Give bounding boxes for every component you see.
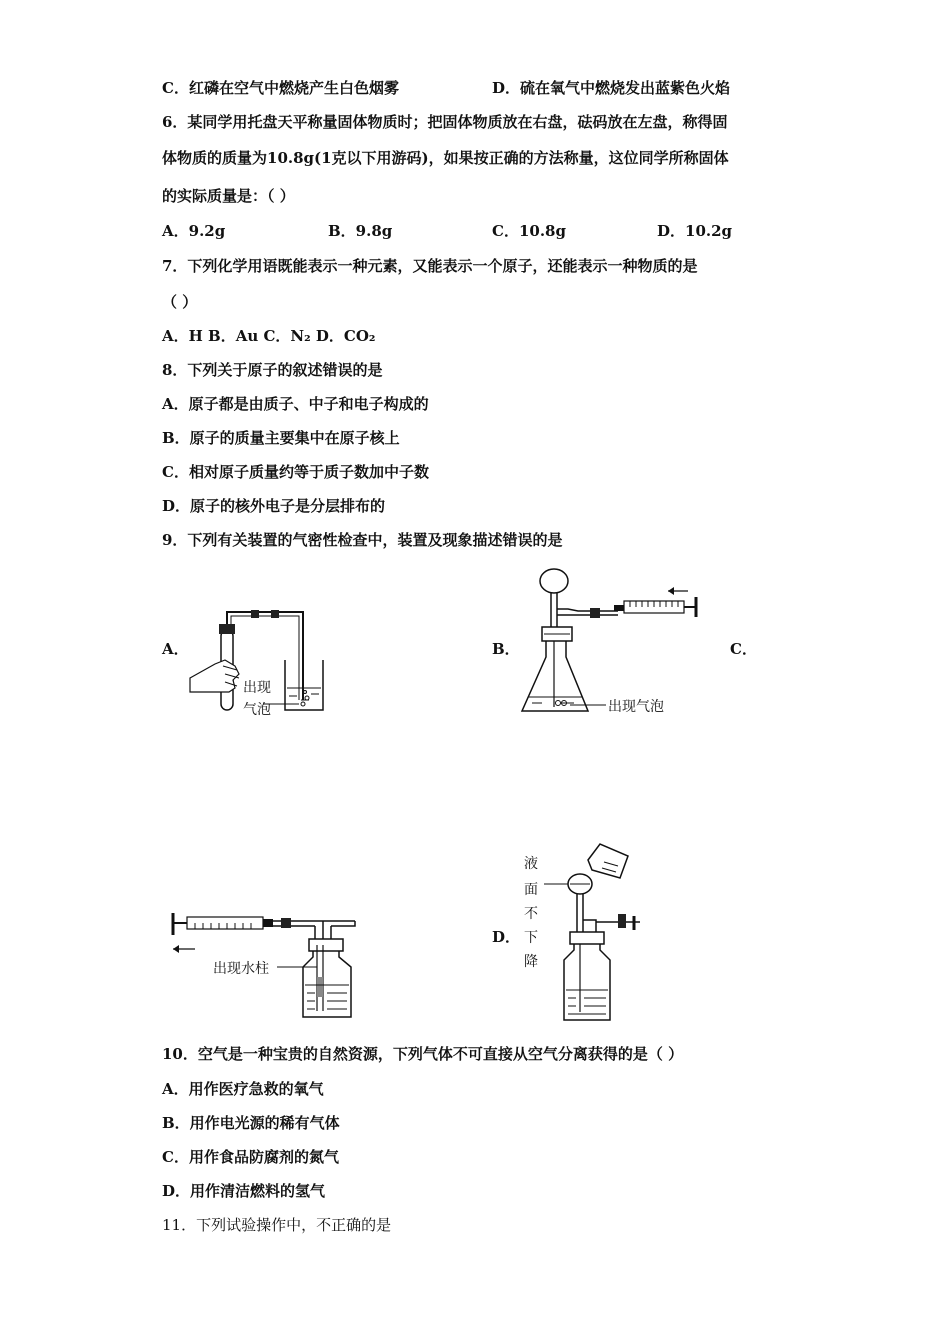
q9-label-d: D．: [492, 928, 521, 946]
q8-stem: 8．下列关于原子的叙述错误的是: [162, 361, 383, 379]
q6-option-c: C．10.8g: [492, 222, 566, 240]
q8-option-a: A．原子都是由质子、中子和电子构成的: [162, 395, 429, 413]
q9-label-b: B．: [492, 640, 520, 658]
q6-option-b: B．9.8g: [328, 222, 393, 240]
q7-stem-line2: （ ）: [162, 293, 198, 311]
q6-option-a: A．9.2g: [162, 222, 226, 240]
figure-d-text-5: 降: [524, 954, 538, 970]
q6-option-d: D．10.2g: [657, 222, 733, 240]
figure-a-text2: 气泡: [243, 702, 271, 718]
figure-c-text: 出现水柱: [213, 961, 269, 977]
q9-label-c: C．: [730, 640, 757, 658]
q5-option-d: D．硫在氧气中燃烧发出蓝紫色火焰: [492, 79, 731, 97]
figure-a-text1: 出现: [243, 680, 271, 696]
q10-option-c: C．用作食品防腐剂的氮气: [162, 1148, 339, 1166]
q9-label-a: A．: [162, 640, 189, 658]
figure-c-apparatus: [165, 905, 365, 1025]
q10-option-b: B．用作电光源的稀有气体: [162, 1114, 340, 1132]
figure-d-text-3: 不: [524, 906, 538, 922]
figure-d-apparatus: [520, 840, 650, 1030]
figure-b-apparatus: [518, 565, 718, 725]
figure-b-text: 出现气泡: [608, 699, 664, 715]
q8-option-c: C．相对原子质量约等于质子数加中子数: [162, 463, 429, 481]
figure-a-apparatus: [185, 600, 330, 720]
q7-stem-line1: 7．下列化学用语既能表示一种元素，又能表示一个原子，还能表示一种物质的是: [162, 257, 698, 275]
figure-d-text-4: 下: [524, 930, 538, 946]
figure-d-text-2: 面: [524, 882, 538, 898]
q5-option-c: C．红磷在空气中燃烧产生白色烟雾: [162, 79, 399, 97]
q6-stem-line2: 体物质的质量为10.8g(1克以下用游码)，如果按正确的方法称量，这位同学所称固体: [162, 149, 729, 167]
q8-option-b: B．原子的质量主要集中在原子核上: [162, 429, 400, 447]
q10-option-a: A．用作医疗急救的氧气: [162, 1080, 324, 1098]
q10-stem: 10．空气是一种宝贵的自然资源，下列气体不可直接从空气分离获得的是（ ）: [162, 1045, 684, 1063]
figure-d-text-1: 液: [524, 856, 538, 872]
q8-option-d: D．原子的核外电子是分层排布的: [162, 497, 386, 515]
q7-options: A．H B．Au C．N₂ D．CO₂: [162, 327, 376, 345]
q6-stem-line3: 的实际质量是：（ ）: [162, 187, 295, 205]
q10-option-d: D．用作清洁燃料的氢气: [162, 1182, 326, 1200]
q11-stem: 11．下列试验操作中，不正确的是: [162, 1216, 392, 1234]
q9-stem: 9．下列有关装置的气密性检查中，装置及现象描述错误的是: [162, 531, 563, 549]
q6-stem-line1: 6．某同学用托盘天平称量固体物质时；把固体物质放在右盘，砝码放在左盘，称得固: [162, 113, 728, 131]
